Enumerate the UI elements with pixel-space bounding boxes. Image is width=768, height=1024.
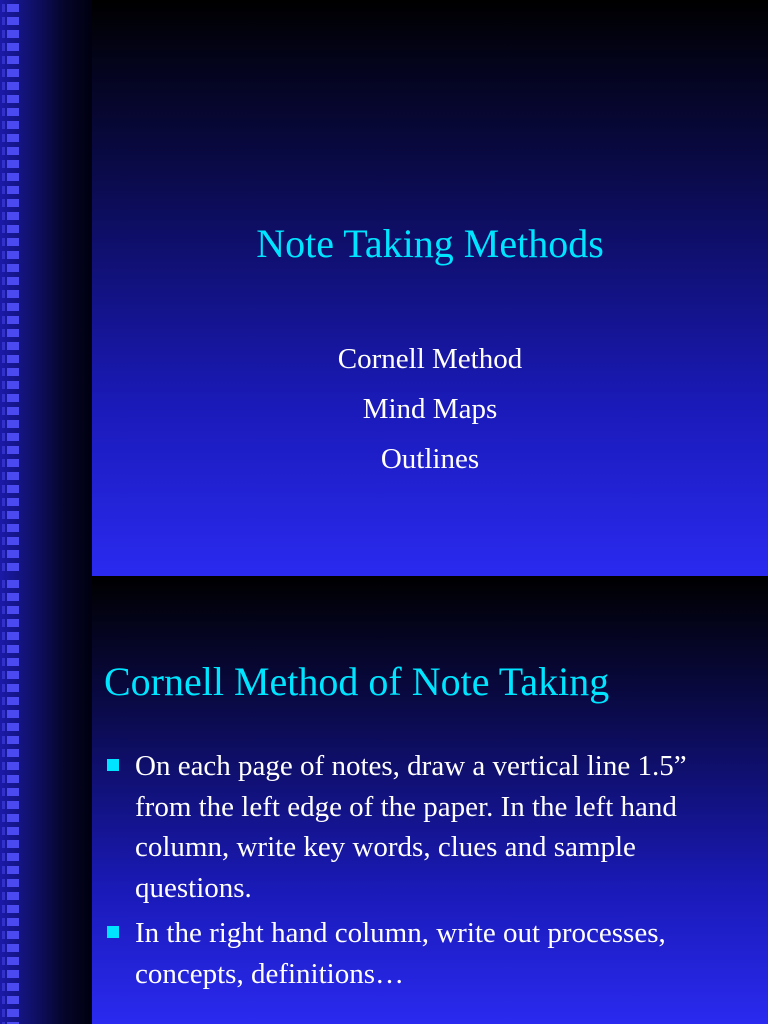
bullet-item xyxy=(104,913,738,994)
film-perforations xyxy=(7,580,19,1024)
subtitle-mind-maps: Mind Maps xyxy=(362,393,498,425)
film-perforations-edge xyxy=(2,4,5,576)
subtitle-list xyxy=(92,334,768,484)
bullet-item xyxy=(104,746,738,908)
film-perforations xyxy=(7,4,19,576)
square-bullet-icon xyxy=(107,926,119,938)
film-strip-decoration xyxy=(0,576,92,1024)
bullet-text: On each page of notes, draw a vertical line 1.5” from the left edge of the paper. In the left hand column, write key words, clues and sample questions. xyxy=(135,750,687,904)
film-perforations-edge xyxy=(2,580,5,1024)
slide-title: Cornell Method of Note Taking xyxy=(104,659,610,704)
slide-title: Note Taking Methods xyxy=(256,221,604,266)
subtitle-outlines: Outlines xyxy=(380,443,480,475)
film-strip-decoration xyxy=(0,0,92,576)
square-bullet-icon xyxy=(107,759,119,771)
bullet-list xyxy=(104,746,738,999)
bullet-text: In the right hand column, write out processes, concepts, definitions… xyxy=(135,917,666,990)
subtitle-cornell-method: Cornell Method xyxy=(337,343,523,375)
slide-2 xyxy=(0,576,768,1024)
